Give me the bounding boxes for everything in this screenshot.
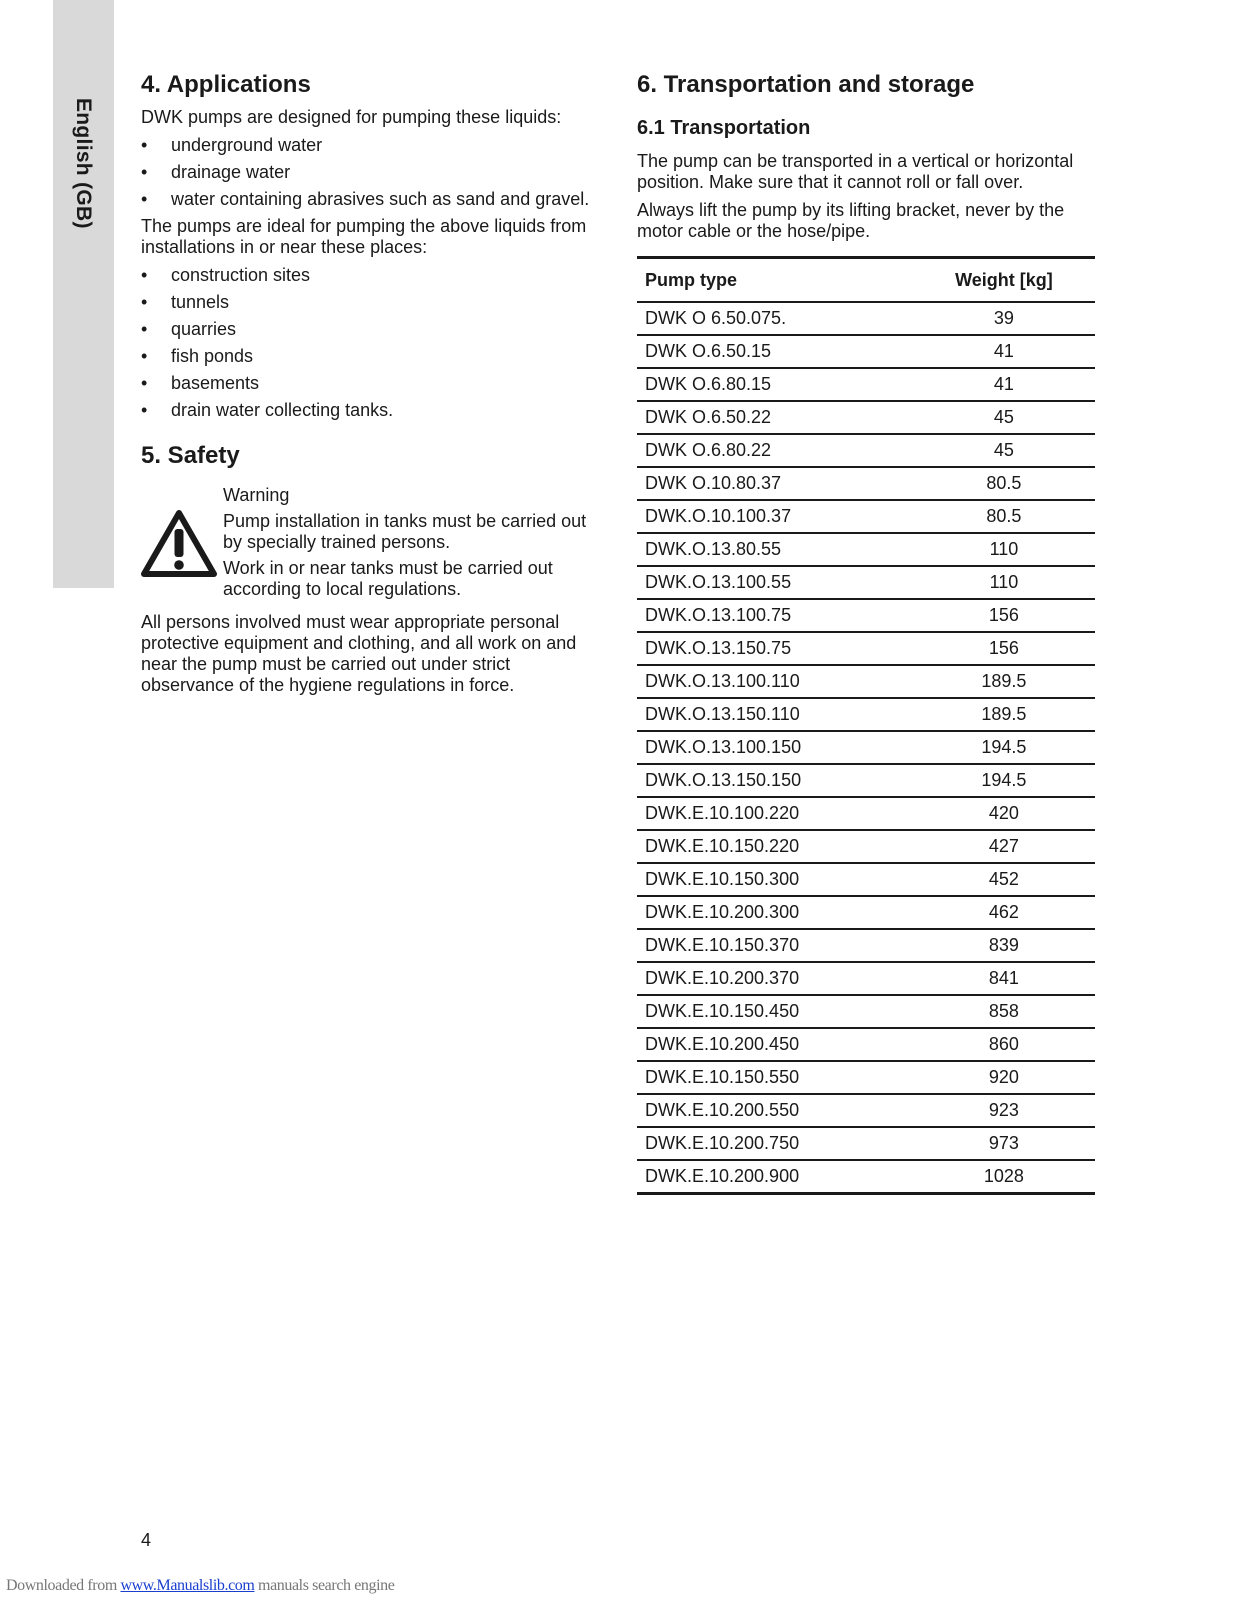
weight-cell: 920 [913, 1061, 1095, 1094]
page-number: 4 [141, 1530, 152, 1550]
table-row [637, 797, 1095, 830]
list-item: • basements [141, 373, 260, 393]
pump-type-cell: DWK.E.10.200.450 [637, 1028, 913, 1061]
pump-type-cell: DWK.E.10.200.550 [637, 1094, 913, 1127]
pump-type-cell: DWK.E.10.200.750 [637, 1127, 913, 1160]
applications-heading: 4. Applications [141, 71, 311, 98]
list-item: • tunnels [141, 292, 230, 312]
footer-suffix: manuals search engine [254, 1577, 395, 1594]
liquids-list [141, 135, 601, 210]
table-row [637, 731, 1095, 764]
list-item: • fish ponds [141, 346, 254, 366]
bullet-icon: • [141, 162, 148, 182]
table-row [637, 698, 1095, 731]
pump-type-cell: DWK O.6.80.15 [637, 368, 913, 401]
table-row [637, 533, 1095, 566]
pump-type-cell: DWK.E.10.150.220 [637, 830, 913, 863]
pump-type-cell: DWK.E.10.100.220 [637, 797, 913, 830]
weight-cell: 841 [913, 962, 1095, 995]
pump-type-cell: DWK.E.10.150.450 [637, 995, 913, 1028]
language-tab-label: English (GB) [72, 98, 95, 229]
table-row [637, 1094, 1095, 1127]
pump-weight-table [637, 256, 1095, 1195]
weight-cell: 80.5 [913, 467, 1095, 500]
weight-cell: 41 [913, 368, 1095, 401]
transport-paragraph: The pump can be transported in a vertical or horizontal position. Make sure that it cannot roll or fall over. [637, 151, 1074, 192]
warning-text: Pump installation in tanks must be carried out by specially trained persons. [223, 511, 587, 552]
table-row [637, 467, 1095, 500]
weight-cell: 45 [913, 401, 1095, 434]
weight-cell: 923 [913, 1094, 1095, 1127]
list-item: • quarries [141, 319, 237, 339]
bullet-icon: • [141, 346, 148, 366]
table-row [637, 302, 1095, 335]
pump-type-cell: DWK.O.13.100.150 [637, 731, 913, 764]
pump-type-cell: DWK.E.10.200.300 [637, 896, 913, 929]
table-row [637, 1127, 1095, 1160]
warning-text: Work in or near tanks must be carried out according to local regulations. [223, 558, 553, 599]
weight-cell: 973 [913, 1127, 1095, 1160]
table-row [637, 401, 1095, 434]
weight-cell: 452 [913, 863, 1095, 896]
table-row [637, 830, 1095, 863]
bullet-icon: • [141, 292, 148, 312]
pump-type-cell: DWK.O.13.150.110 [637, 698, 913, 731]
table-row [637, 929, 1095, 962]
table-row [637, 599, 1095, 632]
pump-type-cell: DWK O.6.80.22 [637, 434, 913, 467]
weight-cell: 420 [913, 797, 1095, 830]
pump-type-cell: DWK.E.10.200.900 [645, 1166, 800, 1186]
pump-type-cell: DWK.E.10.150.370 [637, 929, 913, 962]
weight-cell: 1028 [983, 1166, 1024, 1186]
pump-type-cell: DWK.E.10.150.300 [637, 863, 913, 896]
pump-type-cell: DWK.E.10.200.370 [637, 962, 913, 995]
column-header-pump-type: Pump type [637, 258, 913, 303]
weight-cell: 41 [913, 335, 1095, 368]
bullet-icon: • [141, 400, 148, 420]
bullet-icon: • [141, 265, 148, 285]
safety-heading: 5. Safety [141, 442, 240, 469]
list-item: • drain water collecting tanks. [141, 400, 394, 420]
pump-type-cell: DWK.O.13.100.55 [637, 566, 913, 599]
language-side-tab [53, 0, 114, 588]
manualslib-link[interactable]: www.Manualslib.com [120, 1577, 255, 1594]
list-item: • drainage water [141, 162, 291, 182]
warning-block [141, 485, 601, 600]
column-header-weight: Weight [kg] [913, 258, 1095, 303]
transport-subheading: 6.1 Transportation [637, 117, 811, 139]
table-header-row [637, 258, 1095, 303]
table-row [637, 764, 1095, 797]
bullet-icon: • [141, 319, 148, 339]
table-row [637, 335, 1095, 368]
applications-intro: DWK pumps are designed for pumping these liquids: [141, 107, 562, 127]
pump-type-cell: DWK.O.13.150.75 [637, 632, 913, 665]
warning-triangle-icon [141, 509, 217, 577]
pump-type-cell: DWK.O.13.100.75 [637, 599, 913, 632]
table-row [637, 500, 1095, 533]
right-column [637, 70, 1097, 1195]
table-row [637, 896, 1095, 929]
table-row [637, 665, 1095, 698]
transport-heading: 6. Transportation and storage [637, 71, 975, 98]
weight-cell: 110 [913, 566, 1095, 599]
weight-cell: 39 [913, 302, 1095, 335]
weight-cell: 858 [913, 995, 1095, 1028]
table-row [637, 863, 1095, 896]
transport-paragraph: Always lift the pump by its lifting bracket, never by the motor cable or the hose/pipe. [637, 200, 1065, 241]
pump-type-cell: DWK.O.13.150.150 [637, 764, 913, 797]
table-row [637, 995, 1095, 1028]
weight-cell: 462 [913, 896, 1095, 929]
table-row [637, 1028, 1095, 1061]
weight-cell: 189.5 [913, 698, 1095, 731]
table-row [637, 566, 1095, 599]
pump-type-cell: DWK O 6.50.075. [637, 302, 913, 335]
weight-cell: 839 [913, 929, 1095, 962]
left-column [141, 70, 601, 703]
pump-table-body [637, 302, 1095, 1194]
pump-type-cell: DWK O.10.80.37 [637, 467, 913, 500]
weight-cell: 156 [913, 632, 1095, 665]
bullet-icon: • [141, 189, 148, 209]
weight-cell: 80.5 [913, 500, 1095, 533]
bullet-icon: • [141, 373, 148, 393]
list-item: • underground water [141, 135, 323, 155]
pump-type-cell: DWK O.6.50.22 [637, 401, 913, 434]
list-item: • water containing abrasives such as sand and gravel. [141, 189, 590, 209]
places-list [141, 265, 601, 421]
pump-type-cell: DWK.O.13.80.55 [637, 533, 913, 566]
weight-cell: 45 [913, 434, 1095, 467]
table-row [637, 632, 1095, 665]
table-row [637, 1061, 1095, 1094]
weight-cell: 427 [913, 830, 1095, 863]
list-item: • construction sites [141, 265, 311, 285]
pump-type-cell: DWK O.6.50.15 [637, 335, 913, 368]
bullet-icon: • [141, 135, 148, 155]
table-row [637, 1160, 1095, 1194]
table-row [637, 434, 1095, 467]
weight-cell: 189.5 [913, 665, 1095, 698]
footer-prefix: Downloaded from [6, 1577, 121, 1594]
weight-cell: 194.5 [913, 731, 1095, 764]
weight-cell: 860 [913, 1028, 1095, 1061]
table-row [637, 368, 1095, 401]
places-intro: The pumps are ideal for pumping the above liquids from installations in or near these places: [141, 216, 587, 257]
pump-type-cell: DWK.E.10.150.550 [637, 1061, 913, 1094]
download-footer [6, 1577, 394, 1595]
warning-title: Warning [223, 485, 290, 505]
weight-cell: 194.5 [913, 764, 1095, 797]
pump-type-cell: DWK.O.13.100.110 [637, 665, 913, 698]
weight-cell: 156 [913, 599, 1095, 632]
table-row [637, 962, 1095, 995]
pump-type-cell: DWK.O.10.100.37 [637, 500, 913, 533]
weight-cell: 110 [913, 533, 1095, 566]
safety-body: All persons involved must wear appropriate personal protective equipment and clothing, and all work on and near the pump must be carried out under strict observance of the hygiene regulations in force. [141, 612, 577, 695]
